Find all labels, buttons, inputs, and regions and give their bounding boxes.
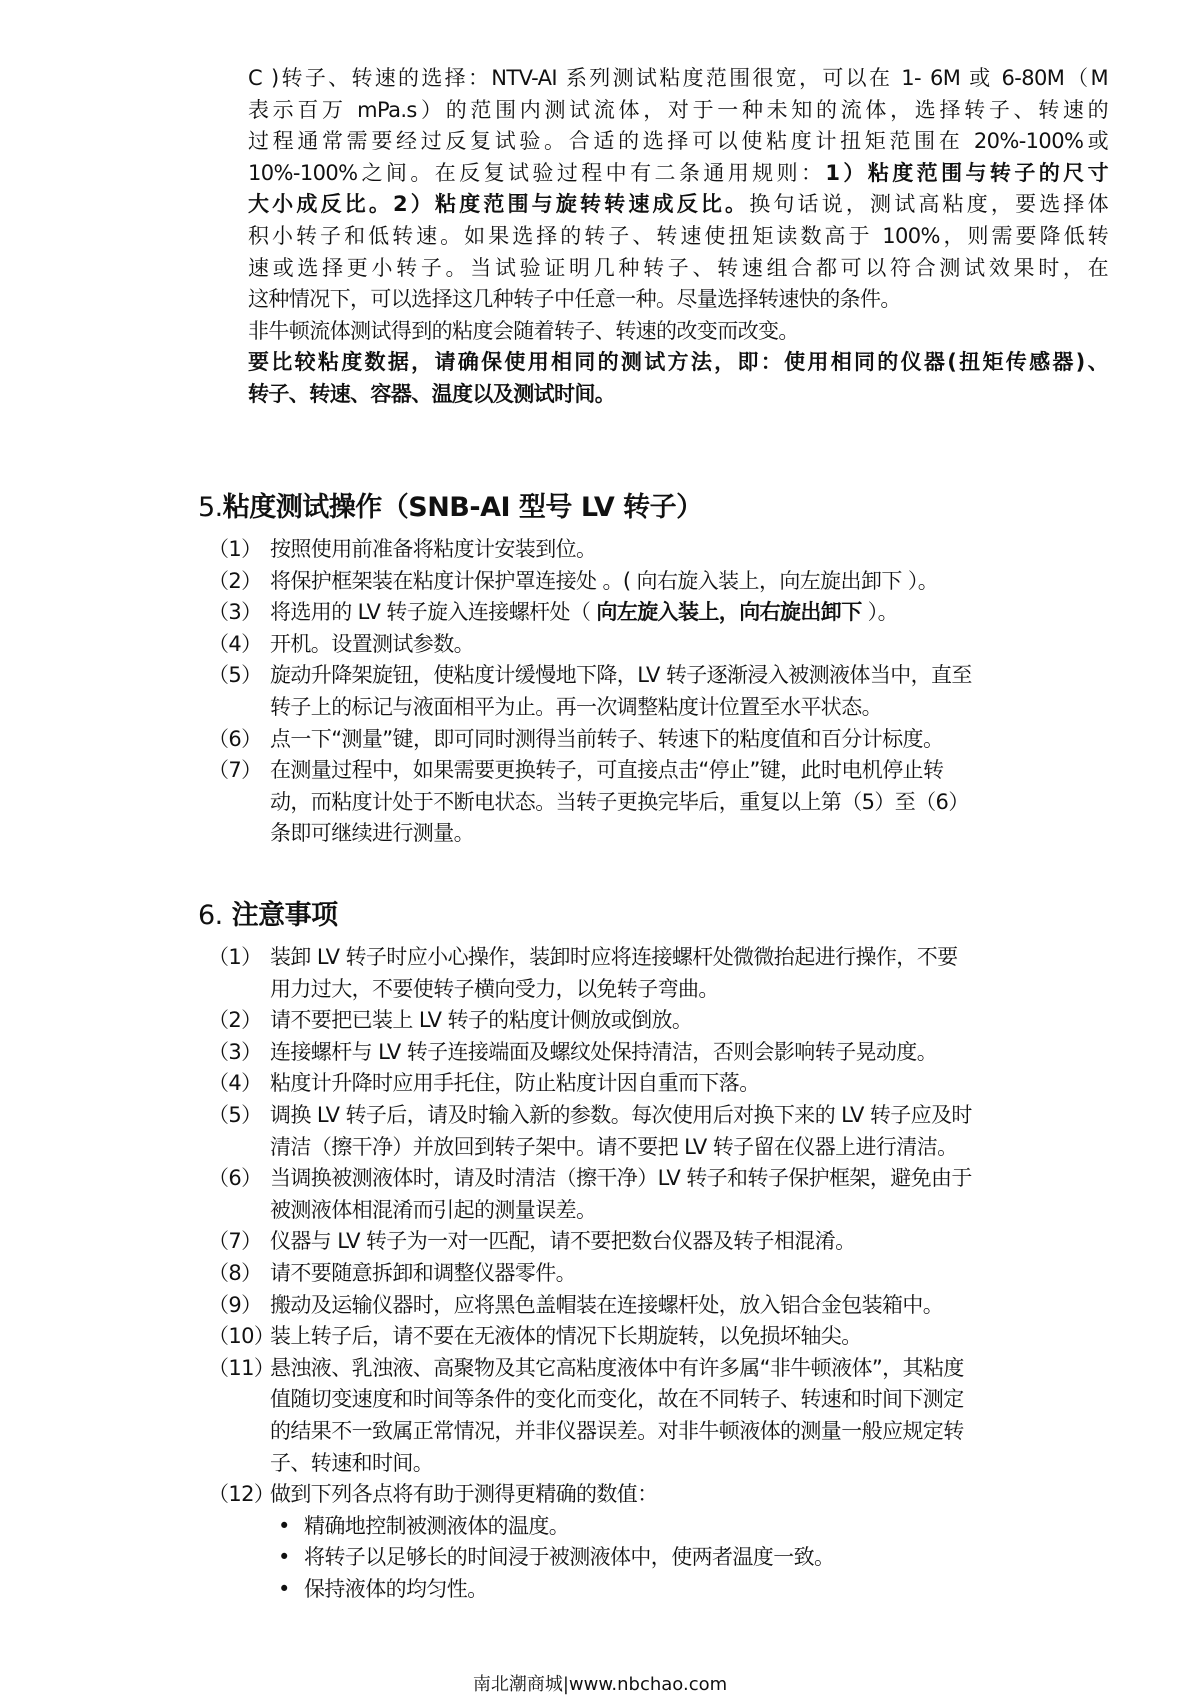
list-item [208,534,972,566]
bold-text: 1）粘度范围与转子的尺寸 [825,160,1108,185]
item-number: （12） [208,1482,275,1507]
text-line [270,1005,972,1037]
text-run: 转子上的标记与液面相平为止。再一次调整粘度计位置至水平状态。 [270,694,882,719]
text-line [270,974,972,1006]
text-line [270,660,972,692]
text-run: 悬浊液、乳浊液、高聚物及其它高粘度液体中有许多属“非牛顿液体”，其粘度 [270,1355,964,1380]
text-line [248,126,1108,158]
text-line [270,1448,972,1480]
section-number: 5. [198,492,223,523]
text-line [270,1226,972,1258]
text-line [248,158,1108,190]
text-line [270,1037,972,1069]
item-text [270,1353,972,1479]
bullet-text: 将转子以足够长的时间浸于被测液体中，使两者温度一致。 [304,1545,835,1570]
list-item [208,1290,972,1322]
item-text [270,597,972,629]
item-number: （10） [208,1324,275,1349]
text-line [270,1416,972,1448]
text-run: 仪器与 LV 转子为一对一匹配，请不要把数台仪器及转子相混淆。 [270,1229,856,1254]
text-line [270,1195,972,1227]
item-text [270,629,972,661]
text-run: 当调换被测液体时，请及时清洁（擦干净）LV 转子和转子保护框架，避免由于 [270,1166,972,1191]
text-line [270,692,972,724]
item-number: （2） [208,568,262,593]
list-item [208,1068,972,1100]
text-run: 用力过大，不要使转子横向受力，以免转子弯曲。 [270,976,719,1001]
text-line [248,284,1108,316]
item-text [270,534,972,566]
text-line [248,316,1108,348]
item-number: （4） [208,1071,262,1096]
bullet-icon: • [278,1576,290,1601]
text-run: 速或选择更小转子。当试验证明几种转子、转速组合都可以符合测试效果时，在 [248,255,1108,280]
item-text [270,1321,972,1353]
text-line [270,942,972,974]
text-line [270,1163,972,1195]
text-run: 将选用的 LV 转子旋入连接螺杆处（ [270,600,597,625]
list-item [208,1321,972,1353]
item-text [270,1005,972,1037]
text-run: 动，而粘度计处于不断电状态。当转子更换完毕后，重复以上第（5）至（6） [270,789,969,814]
list-item [208,597,972,629]
text-run: 换句话说，测试高粘度，要选择体 [749,192,1108,217]
section-title: 注意事项 [231,900,338,931]
text-line [270,1258,972,1290]
text-run: 表示百万 mPa.s）的范围内测试流体，对于一种未知的流体，选择转子、转速的 [248,97,1108,122]
item-text [270,566,972,598]
text-run: 10%-100%之间。在反复试验过程中有二条通用规则： [248,160,826,185]
list-item [208,566,972,598]
list-item [208,755,972,850]
text-run: 粘度计升降时应用手托住，防止粘度计因自重而下落。 [270,1071,760,1096]
text-line [270,1100,972,1132]
bullet-item [270,1511,972,1543]
text-run: 调换 LV 转子后，请及时输入新的参数。每次使用后对换下来的 LV 转子应及时 [270,1102,972,1127]
text-line [248,347,1108,379]
item-text [270,1290,972,1322]
section-number: 6. [198,900,223,931]
item-text [270,942,972,1005]
list-item [208,1005,972,1037]
list-item [208,1258,972,1290]
text-run: 请不要把已装上 LV 转子的粘度计侧放或倒放。 [270,1008,693,1033]
text-run: ）。 [861,600,898,625]
item-number: （1） [208,945,262,969]
list-item [208,1163,972,1226]
item-number: （1） [208,537,262,561]
text-line [270,1132,972,1164]
text-line [270,724,972,756]
item-number: （6） [208,726,262,751]
list-item [208,1037,972,1069]
text-run: 在测量过程中，如果需要更换转子，可直接点击“停止”键，此时电机停止转 [270,758,944,783]
text-line [270,1384,972,1416]
bold-text: 向左旋入装上，向右旋出卸下 [596,600,862,625]
item-number: （3） [208,600,262,625]
text-run: 过程通常需要经过反复试验。合适的选择可以使粘度计扭矩范围在 20%-100%或 [248,129,1108,154]
bold-text: 转子、转速、容器、温度以及测试时间。 [248,381,616,406]
text-run: 清洁（擦干净）并放回到转子架中。请不要把 LV 转子留在仪器上进行清洁。 [270,1134,958,1159]
text-run: 做到下列各点将有助于测得更精确的数值： [270,1482,658,1507]
text-run: 装上转子后，请不要在无液体的情况下长期旋转，以免损坏轴尖。 [270,1324,862,1349]
text-line [270,1353,972,1385]
item-number: （8） [208,1260,262,1285]
bullet-icon: • [278,1513,290,1538]
bullet-text: 精确地控制被测液体的温度。 [304,1513,570,1538]
item-number: （6） [208,1166,262,1191]
text-run: C )转子、转速的选择：NTV-AI 系列测试粘度范围很宽，可以在 1- 6M 或 6-80M（M [248,66,1108,90]
text-run: 点一下“测量”键，即可同时测得当前转子、转速下的粘度值和百分计标度。 [270,726,944,751]
section-title: 粘度测试操作（SNB-AI 型号 LV 转子） [222,492,703,523]
item-number: （3） [208,1039,262,1064]
text-line [270,534,972,566]
text-run: 搬动及运输仪器时，应将黑色盖帽装在连接螺杆处，放入铝合金包装箱中。 [270,1292,944,1317]
list-item [208,1226,972,1258]
text-run: 条即可继续进行测量。 [270,821,474,846]
item-number: （5） [208,1102,262,1127]
section-6-list [208,942,972,1605]
bullet-item [270,1542,972,1574]
item-text [270,755,972,850]
item-text [270,1068,972,1100]
item-text [270,660,972,723]
bullet-item [270,1574,972,1606]
item-text [270,1258,972,1290]
text-line [270,597,972,629]
footer-watermark[interactable]: 南北潮商城|www.nbchao.com [472,1674,728,1695]
bullet-icon: • [278,1545,290,1570]
text-line [270,566,972,598]
text-run: 连接螺杆与 LV 转子连接端面及螺纹处保持清洁，否则会影响转子晃动度。 [270,1039,938,1064]
text-line [270,629,972,661]
item-number: （5） [208,663,262,688]
text-line [270,755,972,787]
item-text [270,1226,972,1258]
text-run: 将保护框架装在粘度计保护罩连接处 。( 向右旋入装上，向左旋出卸下 ）。 [270,568,939,593]
text-line [270,1290,972,1322]
text-line [248,221,1108,253]
section-5-list [208,534,972,850]
text-run: 装卸 LV 转子时应小心操作，装卸时应将连接螺杆处微微抬起进行操作，不要 [270,945,958,969]
list-item [208,942,972,1005]
list-item [208,660,972,723]
item-text [270,1163,972,1226]
text-run: 开机。设置测试参数。 [270,631,474,656]
bold-text: 大小成反比。2）粘度范围与旋转转速成反比。 [248,192,750,217]
text-line [270,1479,972,1511]
text-line [248,379,1108,411]
text-line [270,1321,972,1353]
list-item [208,1100,972,1163]
bold-text: 要比较粘度数据，请确保使用相同的测试方法，即：使用相同的仪器(扭矩传感器)、 [248,350,1108,375]
item-text [270,1037,972,1069]
text-run: 值随切变速度和时间等条件的变化而变化，故在不同转子、转速和时间下测定 [270,1387,964,1412]
list-item [208,629,972,661]
intro-paragraph [248,63,1108,411]
bullet-text: 保持液体的均匀性。 [304,1576,488,1601]
item-number: （4） [208,631,262,656]
list-item [208,1479,972,1605]
section-5-heading [198,485,703,524]
text-run: 被测液体相混淆而引起的测量误差。 [270,1197,597,1222]
text-run: 按照使用前准备将粘度计安装到位。 [270,537,597,561]
text-run: 非牛顿流体测试得到的粘度会随着转子、转速的改变而改变。 [248,318,799,343]
list-item [208,1353,972,1479]
item-text [270,724,972,756]
item-number: （11） [208,1355,275,1380]
item-text [270,1100,972,1163]
text-line [248,95,1108,127]
list-item [208,724,972,756]
section-6-heading [198,893,338,932]
text-run: 子、转速和时间。 [270,1450,434,1475]
text-run: 积小转子和低转速。如果选择的转子、转速使扭矩读数高于 100%，则需要降低转 [248,223,1108,248]
item-number: （7） [208,758,262,783]
item-number: （7） [208,1229,262,1254]
text-run: 请不要随意拆卸和调整仪器零件。 [270,1260,576,1285]
text-line [248,63,1108,95]
text-line [270,787,972,819]
text-run: 旋动升降架旋钮，使粘度计缓慢地下降，LV 转子逐渐浸入被测液体当中，直至 [270,663,972,688]
item-text [270,1479,972,1511]
text-run: 的结果不一致属正常情况，并非仪器误差。对非牛顿液体的测量一般应规定转 [270,1418,964,1443]
text-run: 这种情况下，可以选择这几种转子中任意一种。尽量选择转速快的条件。 [248,287,901,312]
text-line [270,1068,972,1100]
text-line [270,818,972,850]
item-number: （2） [208,1008,262,1033]
text-line [248,189,1108,221]
item-number: （9） [208,1292,262,1317]
text-line [248,253,1108,285]
